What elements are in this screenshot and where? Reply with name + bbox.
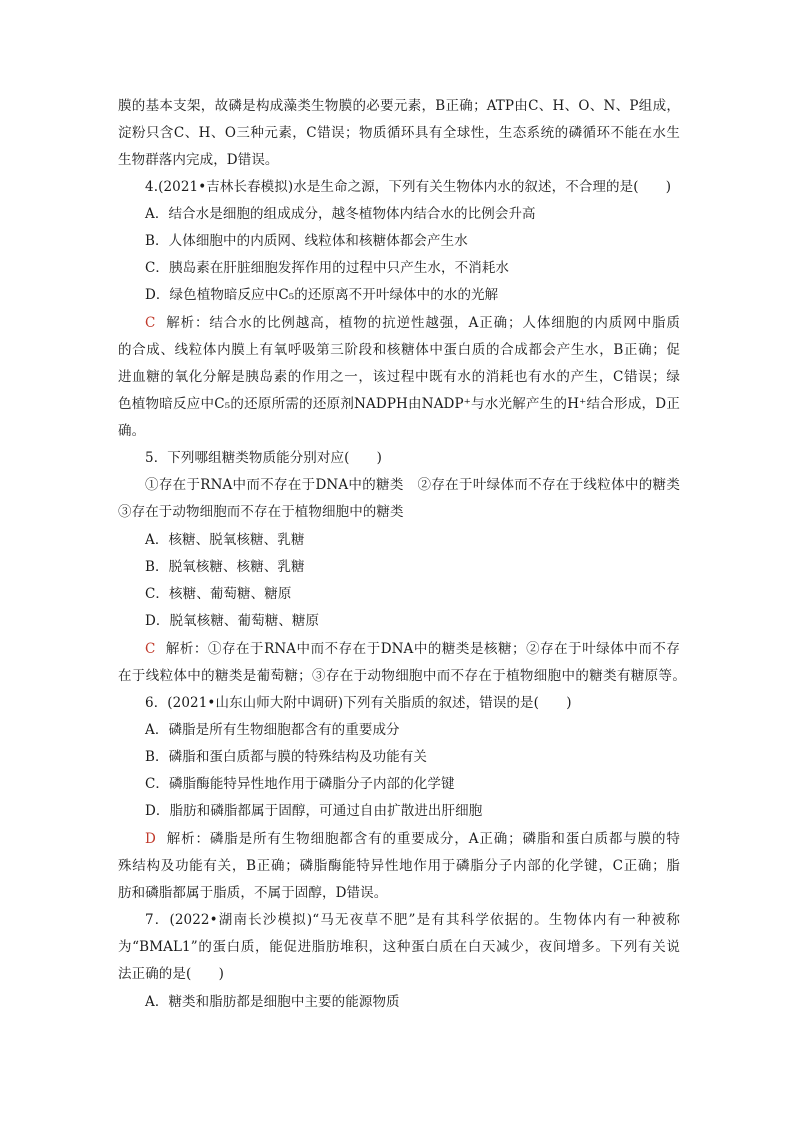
text-line: 淀粉只含C、H、O三种元素，C错误；物质循环具有全球性，生态系统的磷循环不能在水生 — [118, 125, 680, 141]
question-7-stem: 7．(2022•湖南长沙模拟)“马无夜草不肥”是有其科学依据的。生物体内有一种被称 — [145, 912, 680, 928]
text-line: 色植物暗反应中C₅的还原所需的还原剂NADPH由NADP⁺与水光解产生的H⁺结合形成，D正 — [118, 396, 680, 412]
option-d: D．脂肪和磷脂都属于固醇，可通过自由扩散进出肝细胞 — [145, 803, 483, 819]
text-line: 进血糖的氧化分解是胰岛素的作用之一，该过程中既有水的消耗也有水的产生，C错误；绿 — [118, 369, 680, 385]
option-a: A．糖类和脂肪都是细胞中主要的能源物质 — [145, 994, 400, 1010]
question-4-stem: 4.(2021•吉林长春模拟)水是生命之源，下列有关生物体内水的叙述，不合理的是( ) — [145, 179, 672, 195]
text-line: 殊结构及功能有关，B正确；磷脂酶能特异性地作用于磷脂分子内部的化学键，C正确；脂 — [118, 858, 680, 874]
text-line: 膜的基本支架，故磷是构成藻类生物膜的必要元素，B正确；ATP由C、H、O、N、P组成， — [118, 98, 680, 114]
question-6-stem: 6．(2021•山东山师大附中调研)下列有关脂质的叙述，错误的是( ) — [145, 695, 572, 711]
text-line: 确。 — [118, 423, 146, 439]
option-b: B．人体细胞中的内质网、线粒体和核糖体都会产生水 — [145, 233, 468, 249]
answer-letter: C — [145, 641, 156, 657]
option-b: B．磷脂和蛋白质都与膜的特殊结构及功能有关 — [145, 749, 428, 765]
text-line: 在于线粒体中的糖类是葡萄糖；③存在于动物细胞中而不存在于植物细胞中的糖类有糖原等。 — [118, 668, 686, 684]
text-line: 肪和磷脂都属于脂质，不属于固醇，D错误。 — [118, 885, 388, 901]
option-c: C．胰岛素在肝脏细胞发挥作用的过程中只产生水，不消耗水 — [145, 260, 510, 276]
answer-letter: D — [145, 831, 156, 847]
option-d: D．绿色植物暗反应中C₅的还原离不开叶绿体中的水的光解 — [145, 287, 499, 303]
question-5-item: ③存在于动物细胞而不存在于植物细胞中的糖类 — [118, 504, 404, 520]
option-a: A．核糖、脱氧核糖、乳糖 — [145, 532, 305, 548]
text-line: 为“BMAL1”的蛋白质，能促进脂肪堆积，这种蛋白质在白天减少，夜间增多。下列有关说 — [118, 939, 680, 955]
option-d: D．脱氧核糖、葡萄糖、糖原 — [145, 613, 320, 629]
analysis-line: D 解析：磷脂是所有生物细胞都含有的重要成分，A正确；磷脂和蛋白质都与膜的特 — [145, 831, 680, 847]
option-c: C．磷脂酶能特异性地作用于磷脂分子内部的化学键 — [145, 776, 455, 792]
option-b: B．脱氧核糖、核糖、乳糖 — [145, 559, 305, 575]
option-c: C．核糖、葡萄糖、糖原 — [145, 586, 292, 602]
analysis-line: C 解析：①存在于RNA中而不存在于DNA中的糖类是核糖；②存在于叶绿体中而不存 — [145, 641, 680, 657]
option-a: A．磷脂是所有生物细胞都含有的重要成分 — [145, 722, 400, 738]
analysis-line: C 解析：结合水的比例越高，植物的抗逆性越强，A正确；人体细胞的内质网中脂质 — [145, 315, 680, 331]
answer-letter: C — [145, 315, 156, 331]
option-a: A．结合水是细胞的组成成分，越冬植物体内结合水的比例会升高 — [145, 206, 536, 222]
text-line: 法正确的是( ) — [118, 966, 224, 982]
question-5-stem: 5．下列哪组糖类物质能分别对应( ) — [145, 450, 383, 466]
question-5-item: ①存在于RNA中而不存在于DNA中的糖类 ②存在于叶绿体而不存在于线粒体中的糖类 — [145, 477, 680, 493]
text-line: 的合成、线粒体内膜上有氧呼吸第三阶段和核糖体中蛋白质的合成都会产生水，B正确；促 — [118, 342, 680, 358]
text-line: 生物群落内完成，D错误。 — [118, 152, 279, 168]
